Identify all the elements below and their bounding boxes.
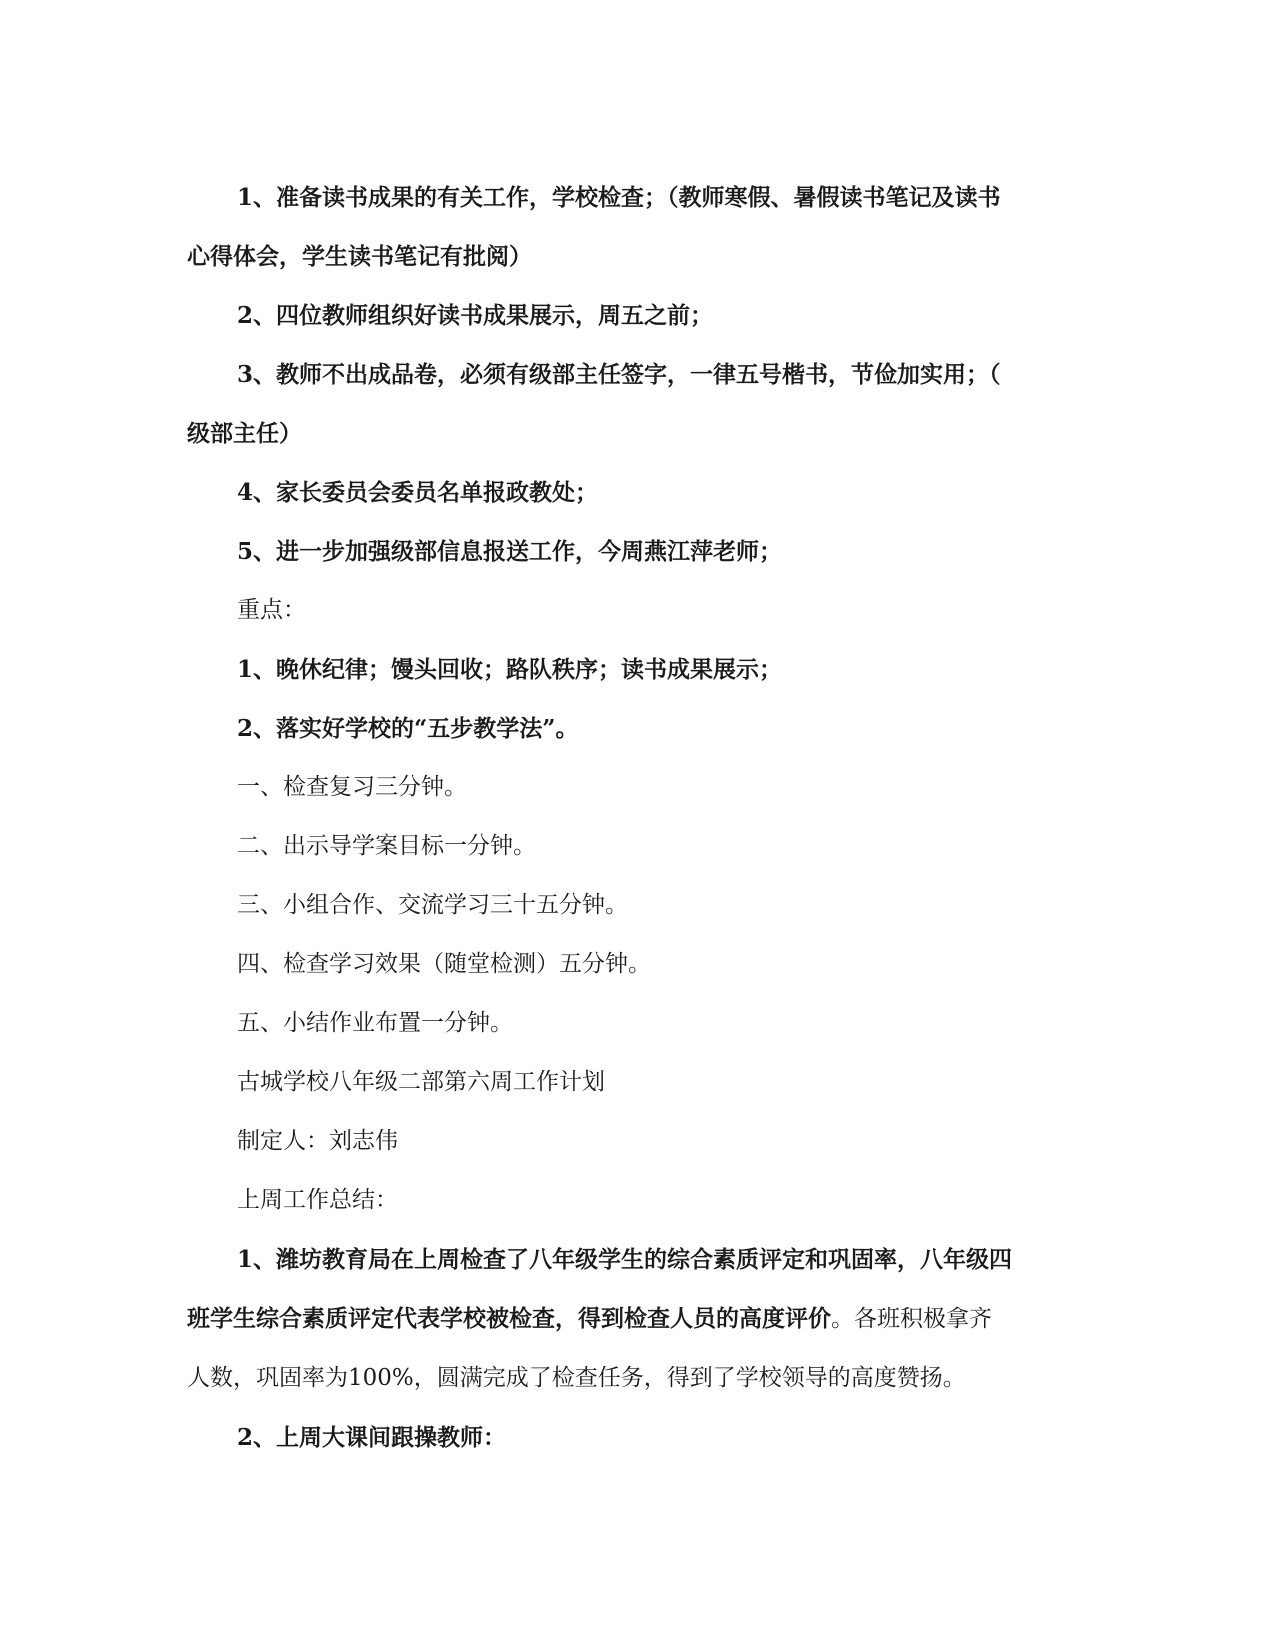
focus-heading: 重点： xyxy=(237,597,306,623)
step-1: 一、检查复习三分钟。 xyxy=(237,774,467,800)
summary-heading: 上周工作总结： xyxy=(237,1187,398,1213)
summary-item-1-normal-text: 。各班积极拿齐 xyxy=(831,1306,992,1332)
author-line: 制定人：刘志伟 xyxy=(237,1128,398,1154)
summary-item-1-line-2 xyxy=(187,1289,1067,1349)
plan-item-1-line-2: 心得体会，学生读书笔记有批阅） xyxy=(187,243,532,270)
document-body xyxy=(187,168,1067,1467)
plan-item-4: 4、家长委员会委员名单报政教处； xyxy=(237,479,599,506)
summary-item-1-bold-text: 班学生综合素质评定代表学校被检查，得到检查人员的高度评价 xyxy=(187,1305,831,1332)
plan-item-5: 5、进一步加强级部信息报送工作，今周燕江萍老师； xyxy=(237,538,783,565)
summary-item-1-line-1: 1、潍坊教育局在上周检查了八年级学生的综合素质评定和巩固率，八年级四 xyxy=(237,1246,1013,1273)
plan-item-3-line-1: 3、教师不出成品卷，必须有级部主任签字，一律五号楷书，节俭加实用；（ xyxy=(237,361,1001,388)
summary-item-2: 2、上周大课间跟操教师： xyxy=(237,1424,507,1451)
plan-title: 古城学校八年级二部第六周工作计划 xyxy=(237,1069,605,1095)
plan-item-1-line-1: 1、准备读书成果的有关工作，学校检查；（教师寒假、暑假读书笔记及读书 xyxy=(237,184,1001,211)
step-3: 三、小组合作、交流学习三十五分钟。 xyxy=(237,892,628,918)
plan-item-2: 2、四位教师组织好读书成果展示，周五之前； xyxy=(237,302,714,329)
step-4: 四、检查学习效果（随堂检测）五分钟。 xyxy=(237,951,651,977)
focus-item-2: 2、落实好学校的“五步教学法”。 xyxy=(237,715,579,742)
plan-item-3-line-2: 级部主任） xyxy=(187,420,302,447)
step-2: 二、出示导学案目标一分钟。 xyxy=(237,833,536,859)
focus-item-1: 1、晚休纪律；馒头回收；路队秩序；读书成果展示； xyxy=(237,656,783,683)
step-5: 五、小结作业布置一分钟。 xyxy=(237,1010,513,1036)
summary-item-1-line-3: 人数，巩固率为100%，圆满完成了检查任务，得到了学校领导的高度赞扬。 xyxy=(187,1365,966,1391)
